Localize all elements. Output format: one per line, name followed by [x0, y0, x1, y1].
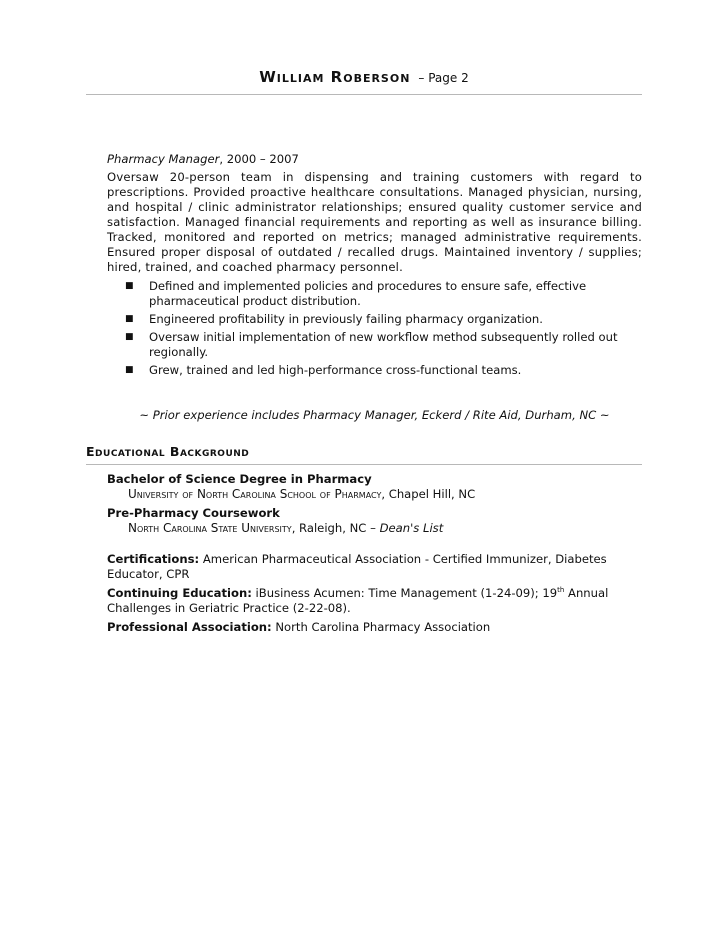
- degree-entry: [107, 506, 642, 536]
- page-header: [86, 68, 642, 95]
- ordinal-suffix: th: [557, 586, 565, 595]
- education-section: [107, 472, 642, 639]
- list-item: [107, 363, 642, 378]
- school-line: [107, 487, 642, 502]
- continuing-education-text: iBusiness Acumen: Time Management (1-24-09); 19: [251, 586, 558, 600]
- bullet-icon: ■: [125, 314, 134, 324]
- list-item-text: Oversaw initial implementation of new workflow method subsequently rolled out regionally.: [149, 330, 618, 359]
- list-item-text: Grew, trained and led high-performance cross-functional teams.: [149, 363, 522, 377]
- list-item-text: Engineered profitability in previously failing pharmacy organization.: [149, 312, 543, 326]
- list-item: [107, 312, 642, 327]
- school-name: University of North Carolina School of Pharmacy: [128, 487, 382, 501]
- association-text: North Carolina Pharmacy Association: [271, 620, 491, 634]
- degree-title: Pre-Pharmacy Coursework: [107, 506, 280, 520]
- bullet-icon: ■: [125, 332, 134, 342]
- job-description: Oversaw 20-person team in dispensing and training customers with regard to prescriptions. Provided proactive healthcare consultations. Managed physician, nursing, and hospital / clinic administrator relationships; ensured quality customer service and satisfaction. Managed financial requirements and reporting as well as insurance billing. Tracked, monitored and reported on metrics; managed administrative requirements. Ensured proper disposal of outdated / recalled drugs. Maintained inventory / supplies; hired, trained, and coached pharmacy personnel.: [107, 170, 642, 274]
- list-item: [107, 330, 642, 360]
- job-title: Pharmacy Manager: [107, 152, 220, 166]
- prior-experience-note: ~ Prior experience includes Pharmacy Manager, Eckerd / Rite Aid, Durham, NC ~: [139, 408, 610, 422]
- continuing-education-label: Continuing Education:: [107, 586, 252, 600]
- professional-association: [107, 620, 642, 635]
- honor: Dean's List: [379, 521, 444, 535]
- bullet-icon: ■: [125, 281, 134, 291]
- degree-entry: [107, 472, 642, 502]
- experience-entry: [107, 152, 642, 381]
- association-label: Professional Association:: [107, 620, 272, 634]
- certifications: [107, 552, 642, 582]
- school-name: North Carolina State University: [128, 521, 292, 535]
- job-title-line: [107, 152, 642, 167]
- list-item: [107, 279, 642, 309]
- certifications-label: Certifications:: [107, 552, 200, 566]
- list-item-text: Defined and implemented policies and procedures to ensure safe, effective pharmaceutical product distribution.: [149, 279, 587, 308]
- education-heading: Educational Background: [86, 444, 642, 465]
- page-number-label: – Page 2: [418, 71, 469, 85]
- school-location: , Raleigh, NC –: [291, 521, 380, 535]
- certifications-text: American Pharmaceutical Association - Certified Immunizer, Diabetes Educator, CPR: [107, 552, 607, 581]
- achievement-list: [107, 279, 642, 378]
- degree-title: Bachelor of Science Degree in Pharmacy: [107, 472, 372, 486]
- continuing-education: [107, 586, 642, 616]
- job-dates: , 2000 – 2007: [219, 152, 299, 166]
- bullet-icon: ■: [125, 365, 134, 375]
- school-line: [107, 521, 642, 536]
- school-location: , Chapel Hill, NC: [381, 487, 476, 501]
- candidate-name: William Roberson: [259, 68, 411, 86]
- continuing-education-text-2: Annual Challenges in Geriatric Practice (2-22-08).: [107, 586, 609, 615]
